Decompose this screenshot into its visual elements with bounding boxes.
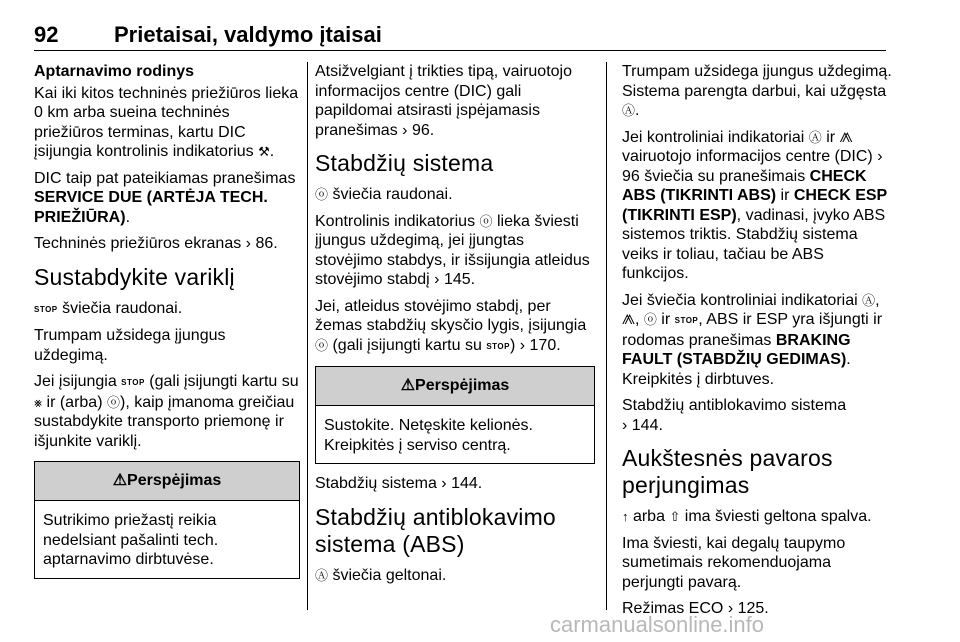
paragraph-braking-fault: Jei šviečia kontroliniai indikatoriai Ⓐ, ⨇, ⓞ ir STOP, ABS ir ESP yra išjungti ir rodomas pranešimas BRAKING FAULT (STABDŽIŲ GEDIMAS). Kreipkitės į dirbtuves. [622,291,883,388]
brake-icon: ⓞ [643,312,657,327]
page-reference-arrow-icon: › [519,336,526,354]
paragraph-brake-red: ⓞ šviečia raudonai. [315,186,453,203]
warning-text: Sutrikimo priežastį reikia nedelsiant pašalinti tech. aptarnavimo dirbtuvėse. [43,512,219,568]
column-1 [34,62,300,589]
stop-icon: STOP [674,316,699,325]
heading-service: Aptarnavimo rodinys [34,63,195,80]
wrench-icon: ⚒ [258,144,270,159]
warning-header [316,367,594,406]
paragraph-abs-system-ref: Stabdžių antiblokavimo sistema › 144. [622,397,847,434]
column-divider-2 [606,62,607,610]
page-reference-arrow-icon: › [434,271,440,288]
check-abs-message: CHECK ABS (TIKRINTI ABS) [622,167,867,204]
abs-icon: Ⓐ [862,292,876,308]
stop-icon: STOP [486,341,510,351]
stop-icon: STOP [34,304,58,314]
brake-icon: ⓞ [106,394,120,410]
esc-icon: ⨇ [622,312,635,327]
warning-triangle-icon: ⚠ [112,472,128,490]
stop-icon: STOP [121,378,145,387]
page-reference-arrow-icon: › [727,600,734,617]
brake-icon: ⓞ [315,337,329,353]
heading-upshift: Aukštesnės pavaros perjungimas [622,445,833,498]
page-number: 92 [34,22,59,47]
warning-text: Sustokite. Netęskite kelionės. Kreipkitės į serviso centrą. [324,417,533,454]
paragraph-abs-ignition: Trumpam užsidega įjungus uždegimą. Sistema parengta darbui, kai užgęsta Ⓐ. [622,63,892,119]
page-reference[interactable]: 86. [255,235,278,252]
page-reference-arrow-icon: › [877,148,883,165]
brake-icon: ⓞ [479,213,493,229]
paragraph-dic-message: DIC taip pat pateikiamas pranešimas SERVICE DUE (ARTĖJA TECH. PRIEŽIŪRA). [34,169,296,226]
paragraph-stop-on: Jei įsijungia STOP (gali įsijungti kartu su ⨳ ir (arba) ⓞ), kaip įmanoma greičiau sustabdykite transporto priemonę ir išjunkite variklį. [34,373,299,450]
watermark: carmanualsonline.info [550,612,765,637]
warning-title: Perspėjimas [415,377,510,395]
page-header [34,18,904,48]
upshift-arrow-icon: ⇧ [669,509,681,524]
abs-icon: Ⓐ [315,567,329,583]
page-reference[interactable]: 170. [529,336,561,354]
paragraph-brake-fluid: Jei, atleidus stovėjimo stabdį, per žemas stabdžių skysčio lygis, įsijungia ⓞ (gali įsijungti kartu su STOP) › 170. [315,297,587,354]
paragraph-abs-esp: Jei kontroliniai indikatoriai Ⓐ ir ⨇ vairuotojo informacijos centre (DIC) › 96 šviečia su pranešimais CHECK ABS (TIKRINTI ABS) ir CHECK ESP (TIKRINTI ESP), vadinasi, įvyko ABS sistemos triktis. Stabdžių sistema veiks ir toliau, tačiau be ABS funkcijos. [622,128,887,282]
warning-title: Perspėjimas [127,472,222,490]
warning-box [315,366,595,464]
warning-header [35,462,299,501]
esc-icon: ⨇ [839,129,853,145]
service-due-message: SERVICE DUE (ARTĖJA TECH. PRIEŽIŪRA) [34,189,268,226]
page-title: Prietaisai, valdymo įtaisai [114,22,382,47]
paragraph-service-screen: Techninės priežiūros ekranas › 86. [34,235,278,252]
upshift-arrow-icon: ↑ [622,509,629,524]
paragraph-brake-system-ref: Stabdžių sistema › 144. [315,475,483,492]
braking-fault-message: BRAKING FAULT (STABDŽIŲ GEDIMAS) [622,331,851,368]
header-divider [34,50,886,51]
paragraph-stop: STOP šviečia raudonai. [34,299,183,317]
paragraph-fault-type: Atsižvelgiant į trikties tipą, vairuotojo informacijos centre (DIC) gali papildomai atsirasti įspėjamasis pranešimas › 96. [315,63,572,139]
page-reference-arrow-icon: › [441,475,447,492]
warning-box [34,461,300,579]
page-reference[interactable]: 125. [737,600,769,617]
page-reference[interactable]: 96. [411,121,435,139]
paragraph-eco: Režimas ECO › 125. [622,600,769,617]
page-reference[interactable]: 144. [631,416,663,434]
coolant-icon: ⨳ [34,394,43,410]
heading-abs: Stabdžių antiblokavimo sistema (ABS) [315,503,556,557]
abs-icon: Ⓐ [622,103,636,118]
column-2 [315,62,595,592]
page-reference[interactable]: 144. [451,475,483,492]
column-divider-1 [307,62,308,610]
heading-brake-system: Stabdžių sistema [315,150,494,176]
heading-stop-engine: Sustabdykite variklį [34,263,235,290]
paragraph-upshift-yellow: ↑ arba ⇧ ima šviesti geltona spalva. [622,508,872,525]
paragraph-stop-ignition: Trumpam užsidega įjungus uždegimą. [34,327,226,364]
abs-icon: Ⓐ [808,129,822,145]
paragraph-upshift-fuel: Ima šviesti, kai degalų taupymo sumetimais rekomenduojama perjungti pavarą. [622,534,846,591]
brake-icon: ⓞ [315,187,329,202]
paragraph-brake-control: Kontrolinis indikatorius ⓞ lieka šviesti įjungus uždegimą, jei įjungtas stovėjimo stabdys, ir išsijungia atleidus stovėjimo stabdį › 145. [315,212,590,288]
page-reference[interactable]: 145. [443,271,476,288]
paragraph-service: Kai iki kitos techninės priežiūros lieka 0 km arba sueina techninės priežiūros terminas, kartu DIC įsijungia kontrolinis indikatorius ⚒. [34,84,299,160]
page-reference-arrow-icon: › [402,121,408,139]
column-3 [622,62,892,626]
warning-triangle-icon: ⚠ [400,377,416,395]
paragraph-abs-yellow: Ⓐ šviečia geltonai. [315,566,447,584]
page-reference-arrow-icon: › [245,235,251,252]
page-reference-arrow-icon: › [622,416,628,434]
check-esp-message: CHECK ESP (TIKRINTI ESP) [622,187,887,224]
